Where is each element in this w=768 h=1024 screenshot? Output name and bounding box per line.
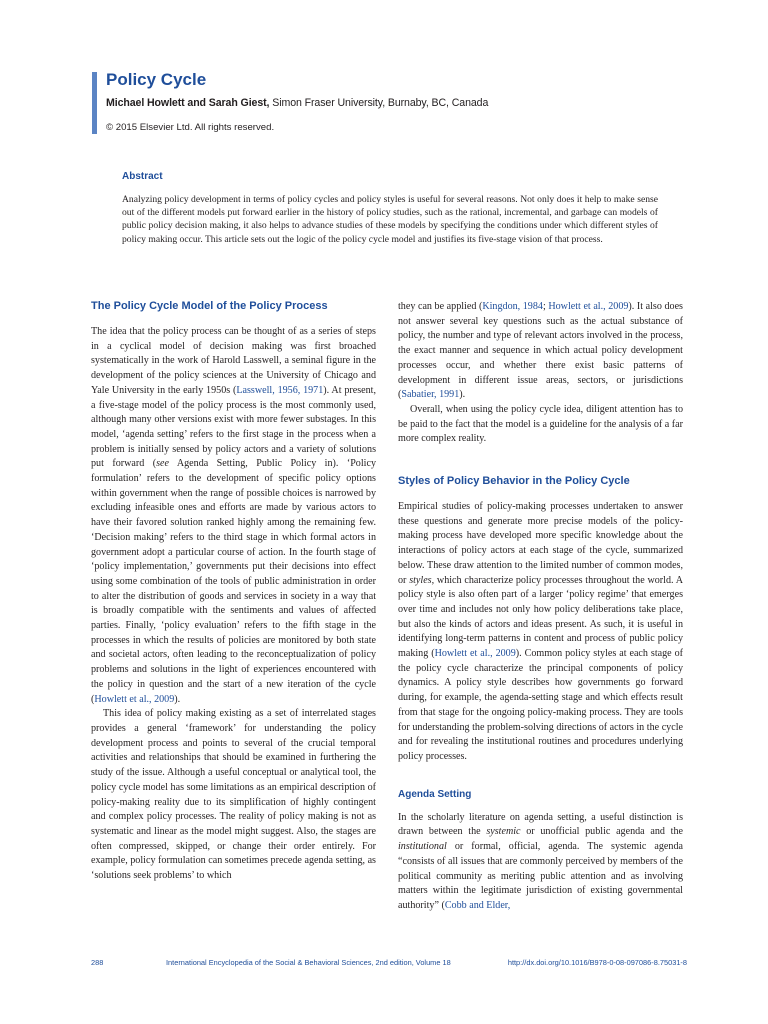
author-line (106, 97, 488, 109)
text-run: The idea that the policy process can be thought of as a series of steps in a cyclical model of decision making was first broached systematically in the work of Harold Lasswell, a seminal figure in the development of the policy sciences at the University of Chicago and Yale University in the early 1950s ( (91, 326, 376, 396)
body-paragraph: This idea of policy making existing as a set of interrelated stages provides a general ‘framework’ for understanding the policy development process and points to several of the crucial temporal activities and relationships that should be examined in furthering the study of the issue. Although a useful conceptual or analytical tool, the policy cycle model has some limitations as an empirical description of policy-making reality due to its simplification of highly contingent and complex policy processes. The reality of policy making is not as systematic and linear as the model might suggest. Also, the stages are often compressed, skipped, or change their order entirely. For example, policy formulation can sometimes precede agenda setting, as ‘solutions seek problems’ to which (91, 708, 376, 882)
text-run: systemic (486, 826, 521, 838)
citation-link[interactable]: Kingdon, 1984 (482, 301, 543, 312)
text-run: or formal, official, agenda. The systemic agenda “consists of all issues that are commonly perceived by members of the political community as meriting public attention and as involving matters within the legitimate jurisdiction of existing governmental authority” ( (398, 841, 683, 911)
text-run: institutional (398, 841, 447, 853)
right-column (398, 300, 683, 914)
text-run: ). It also does not answer several key questions such as the actual substance of policy, the number and type of relevant actors involved in the process, the exact manner and sequence in which actual policy development processes occur, and whether there exist basic patterns of development in different issue areas, sectors, or jurisdictions ( (398, 301, 683, 401)
page-footer (91, 958, 687, 972)
text-run: Agenda Setting, Public Policy in). ‘Policy formulation’ refers to the development of specific policy options within government when the range of possible choices is narrowed by excluding infeasible ones and efforts are made by various actors to have their favored solution ranked highly among the remaining few. ‘Decision making’ refers to the third stage in which formal actors in government adopt a particular course of action. In the fourth stage of ‘policy implementation,’ governments put their decisions into effect using some combination of the tools of public administration in order to alter the distribution of goods and services in society in a way that is broadly compatible with the sentiments and values of affected parties. Finally, ‘policy evaluation’ refers to the fifth stage in the processes in which the results of policies are monitored by both state and societal actors, often leading to the reconceptualization of policy problems and solutions in the light of experiences encountered with the policy in question and the start of a new iteration of the cycle ( (91, 458, 376, 705)
left-column (91, 300, 376, 884)
abstract-heading: Abstract (122, 171, 163, 182)
citation-link[interactable]: Cobb and Elder, (444, 899, 511, 911)
body-paragraph (91, 325, 376, 707)
title-accent-bar (92, 72, 97, 134)
citation-link[interactable]: Lasswell, 1956, 1971 (236, 384, 324, 396)
author-names: Michael Howlett and Sarah Giest, (106, 97, 270, 109)
text-run: or unofficial public agenda and the (520, 826, 683, 838)
abstract-text: Analyzing policy development in terms of policy cycles and policy styles is useful for several reasons. Not only does it help to make sense out of the different models put forward earlier in the history of policy studies, such as the rational, incremental, and garbage can models of public policy decision making, it also helps to advance studies of these models by specifying the conditions under which different styles of policy making occur. This article sets out the logic of the policy cycle model and justifies its five-stage vision of that process. (122, 194, 658, 245)
doi-link[interactable]: http://dx.doi.org/10.1016/B978-0-08-097086-8.75031-8 (507, 958, 687, 967)
text-run: ). Common policy styles at each stage of the policy cycle characterize the principal components of policy dynamics. A policy style describes how governments go forward during, for example, the agenda-setting stage and which effects result from that stage for the ongoing policy-making process. They are tools for understanding the problem-solving directions of actors in the cycle and for revealing the institutional routines and procedures underlying policy processes. (398, 648, 683, 762)
article-title: Policy Cycle (106, 70, 207, 89)
text-run: styles, (409, 574, 435, 586)
copyright-notice: © 2015 Elsevier Ltd. All rights reserved. (106, 122, 275, 133)
citation-link[interactable]: Howlett et al., 2009 (434, 648, 516, 660)
citation-link[interactable]: Sabatier, 1991 (401, 389, 460, 401)
section-heading-policy-styles: Styles of Policy Behavior in the Policy Cycle (398, 475, 630, 488)
body-paragraph (398, 811, 683, 914)
body-paragraph (398, 500, 683, 765)
text-run: Empirical studies of policy-making processes undertaken to answer these questions and generate more precise models of the policy-making process have developed more specific knowledge about the interactions of policy actors at each stage of the cycle, summarized below. These draw attention to the limited number of common modes, or (398, 501, 683, 586)
body-paragraph: Overall, when using the policy cycle idea, diligent attention has to be paid to the fact that the model is a guideline for the analysis of a far more complex reality. (398, 403, 683, 445)
text-run: ). (459, 389, 466, 401)
text-run: In the scholarly literature on agenda setting, a useful distinction is drawn between the (398, 811, 683, 838)
text-run: see (156, 458, 169, 470)
body-paragraph (398, 300, 683, 403)
subsection-heading-agenda-setting: Agenda Setting (398, 788, 472, 800)
page-number: 288 (91, 958, 104, 967)
journal-reference: International Encyclopedia of the Social & Behavioral Sciences, 2nd edition, Volume 18 (166, 958, 451, 967)
author-affiliation: Simon Fraser University, Burnaby, BC, Canada (272, 97, 489, 109)
section-heading-policy-cycle-model: The Policy Cycle Model of the Policy Process (91, 300, 328, 312)
text-run: ; (542, 301, 549, 312)
citation-link[interactable]: Howlett et al., 2009 (548, 301, 629, 312)
text-run: which characterize policy processes throughout the world. A policy style is also often part of a larger ‘policy regime’ that emerges over time and includes not only how policy deliberations take place, but also the kinds of actors and ideas present. As such, it is useful in identifying long-term patterns in content and process of public policy making ( (398, 574, 684, 660)
citation-link[interactable]: Howlett et al., 2009 (94, 693, 175, 705)
text-run: ). (174, 693, 181, 705)
text-run: ). At present, a five-stage model of the policy process is the most commonly used, although many other versions exist with more fewer substages. In this model, ‘agenda setting’ refers to the first stage in the process when a problem is initially sensed by policy actors and a variety of solutions put forward ( (91, 384, 376, 470)
text-run: they can be applied ( (398, 301, 483, 312)
